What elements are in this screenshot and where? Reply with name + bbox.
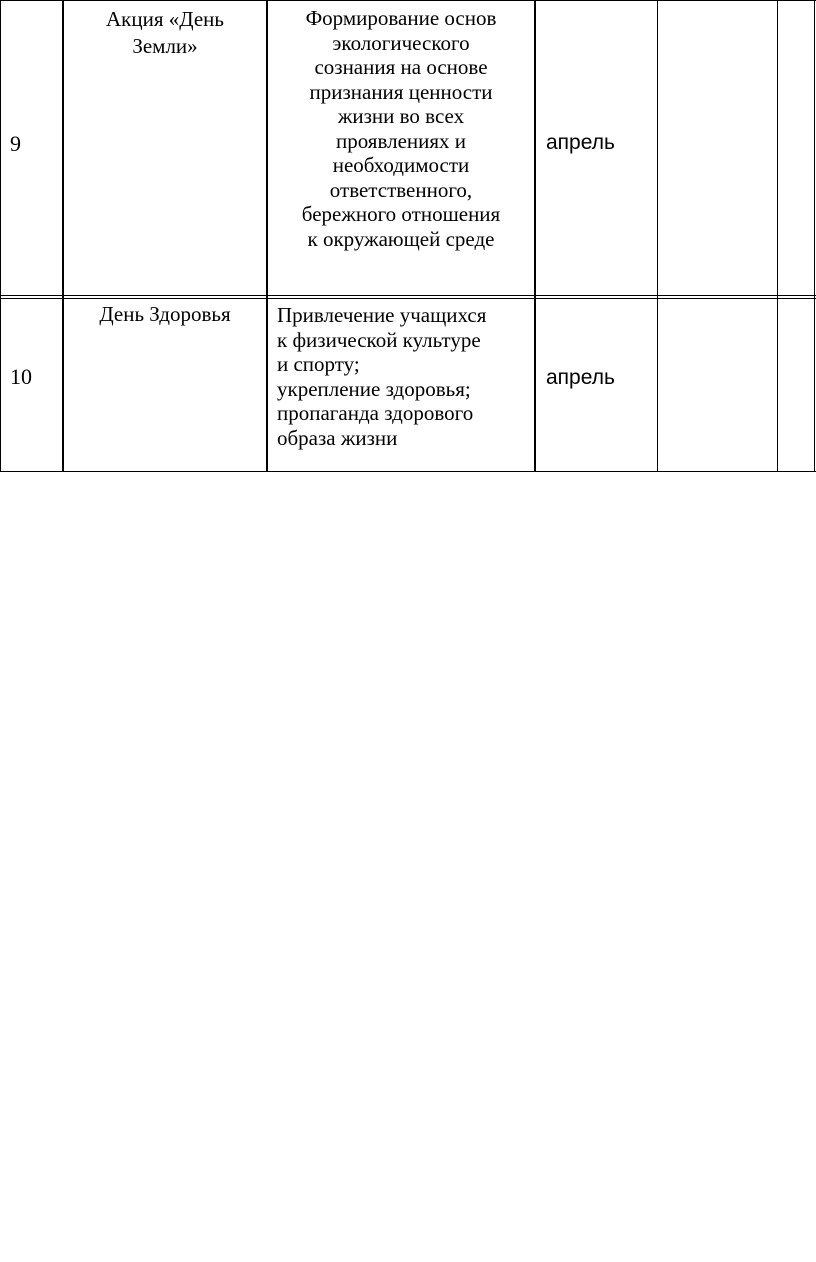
goal-line: экологического [332, 30, 470, 55]
goal-line: Формирование основ [305, 6, 497, 30]
table-row [0, 0, 816, 296]
table-border-bottom [0, 471, 816, 472]
table-row [0, 296, 816, 472]
event-name-line: День Здоровья [99, 302, 231, 326]
event-name-line: Земли» [132, 34, 198, 58]
event-name [64, 6, 266, 60]
goal-line: и спорту; [277, 352, 360, 376]
row-number: 10 [10, 364, 32, 389]
event-goal [268, 6, 534, 251]
goal-line: образа жизни [277, 425, 398, 450]
goal-line: жизни во всех [337, 104, 465, 128]
goal-line: укрепление здоровья; [277, 376, 471, 401]
event-goal [277, 303, 533, 450]
goal-line: признания ценности [309, 79, 493, 104]
goal-line: проявлениях и [335, 128, 467, 153]
event-name [64, 301, 266, 328]
goal-line: сознания на основе [314, 55, 488, 79]
column-divider [657, 0, 658, 472]
row-number: 9 [10, 131, 21, 156]
event-month: апрель [546, 366, 615, 389]
row-divider [0, 298, 816, 299]
column-divider [814, 0, 815, 472]
goal-line: необходимости [332, 153, 470, 177]
goal-line: Привлечение учащихся [277, 303, 487, 327]
event-name-line: Акция «День [106, 7, 224, 31]
table-border-top [0, 0, 816, 1]
goal-line: ответственного, [329, 177, 473, 202]
goal-line: пропаганда здорового [277, 401, 474, 425]
goal-line: к физической культуре [277, 327, 481, 352]
event-month: апрель [546, 131, 615, 154]
column-divider [777, 0, 778, 472]
goal-line: к окружающей среде [307, 226, 495, 251]
goal-line: бережного отношения [301, 202, 501, 226]
column-divider [0, 0, 1, 472]
column-divider [266, 0, 268, 472]
column-divider [534, 0, 536, 472]
row-divider [0, 295, 816, 296]
column-divider [62, 0, 64, 472]
